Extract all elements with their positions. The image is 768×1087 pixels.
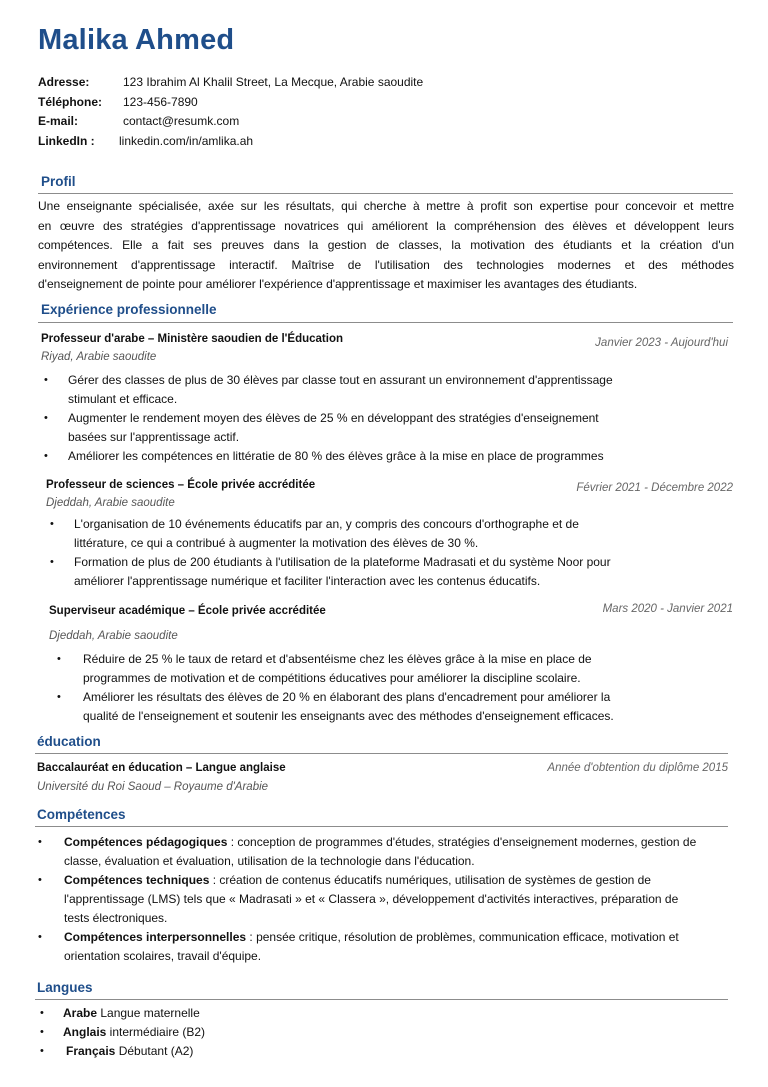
contact-label: Téléphone: — [38, 95, 103, 109]
section-divider — [35, 753, 728, 754]
profile-line: environnement d'apprentissage interactif. Maîtrise de l'utilisation des technologies modernes et des méthodes — [38, 257, 734, 272]
job-bullets — [50, 515, 690, 591]
section-title-education: éducation — [37, 734, 101, 749]
contact-value: 123-456-7890 — [123, 95, 198, 109]
skill-text: : création de contenus éducatifs numériques, utilisation de systèmes de gestion de — [209, 873, 651, 887]
language-level: intermédiaire (B2) — [106, 1025, 206, 1039]
contact-phone — [38, 94, 198, 110]
language-name: Anglais — [63, 1025, 107, 1039]
list-item: • Français Débutant (A2) — [40, 1044, 194, 1058]
job-title: Professeur de sciences – École privée accréditée — [46, 479, 316, 491]
section-divider — [35, 999, 728, 1000]
skill-text: orientation scolaires, travail d'équipe. — [64, 949, 262, 963]
skill-text: : pensée critique, résolution de problèmes, communication efficace, motivation et — [246, 930, 679, 944]
profile-line: d'enseignement de pointe pour améliorer l'expérience d'apprentissage et maximiser les avantages des étudiants. — [38, 277, 638, 291]
job-dates: Mars 2020 - Janvier 2021 — [602, 603, 733, 615]
job-location: Riyad, Arabie saoudite — [41, 351, 157, 363]
skill-label: Compétences pédagogiques — [64, 835, 228, 849]
bullet-line: L'organisation de 10 événements éducatifs par an, y compris des concours d'orthographe et de — [74, 517, 579, 531]
contact-email — [38, 113, 239, 129]
skill-label: Compétences techniques — [64, 873, 210, 887]
contact-label: E-mail: — [38, 114, 79, 128]
list-item: • Compétences techniques : création de contenus éducatifs numériques, utilisation de systèmes de gestion de l'apprentissage (LMS) tels que « Madrasati » et « Classera », développement d'activités interactives, préparation de tests électroniques. — [38, 871, 728, 928]
section-title-skills: Compétences — [37, 807, 126, 822]
skill-text: tests électroniques. — [64, 911, 168, 925]
list-item: • Compétences interpersonnelles : pensée critique, résolution de problèmes, communication efficace, motivation et orientation scolaires, travail d'équipe. — [38, 928, 728, 966]
bullet-line: stimulant et efficace. — [68, 392, 178, 406]
skills-list — [38, 833, 728, 966]
bullet-line: littérature, ce qui a contribué à augmenter la motivation des élèves de 30 %. — [74, 536, 479, 550]
school-name: Université du Roi Saoud – Royaume d'Arabie — [37, 781, 269, 793]
job-bullets — [44, 371, 684, 466]
list-item: • Arabe Langue maternelle — [40, 1006, 200, 1020]
contact-value: contact@resumk.com — [123, 114, 240, 128]
language-name: Français — [66, 1044, 116, 1058]
section-divider — [35, 826, 728, 827]
skill-label: Compétences interpersonnelles — [64, 930, 247, 944]
bullet-line: qualité de l'enseignement et soutenir les enseignants avec des méthodes d'enseignement efficaces. — [83, 709, 614, 723]
skill-text: classe, évaluation et évaluation, utilisation de la technologie dans l'éducation. — [64, 854, 475, 868]
bullet-line: Améliorer les compétences en littératie de 80 % des élèves grâce à la mise en place de programmes — [68, 449, 604, 463]
contact-label: Adresse: — [38, 75, 90, 89]
languages-list — [40, 1004, 440, 1061]
job-title: Professeur d'arabe – Ministère saoudien de l'Éducation — [41, 333, 343, 345]
section-title-languages: Langues — [37, 980, 93, 995]
list-item: • Augmenter le rendement moyen des élèves de 25 % en développant des stratégies d'enseignement basées sur l'apprentissage actif. — [44, 409, 684, 447]
bullet-line: Gérer des classes de plus de 30 élèves par classe tout en assurant un environnement d'apprentissage — [68, 373, 613, 387]
section-divider — [38, 193, 733, 194]
skill-text: l'apprentissage (LMS) tels que « Madrasati » et « Classera », développement d'activités interactives, préparation de — [64, 892, 679, 906]
graduation-year: Année d'obtention du diplôme 2015 — [547, 762, 728, 774]
degree-title: Baccalauréat en éducation – Langue anglaise — [37, 762, 286, 774]
section-divider — [38, 322, 733, 323]
language-level: Débutant (A2) — [115, 1044, 194, 1058]
profile-line: Une enseignante spécialisée, axée sur les résultats, qui cherche à mettre à profit son expertise pour concevoir et mettre — [38, 199, 734, 213]
list-item: • Compétences pédagogiques : conception de programmes d'études, stratégies d'enseignement modernes, gestion de classe, évaluation et évaluation, utilisation de la technologie dans l'éducation. — [38, 833, 728, 871]
section-title-experience: Expérience professionnelle — [41, 302, 217, 317]
profile-line: en œuvre des stratégies d'apprentissage novatrices qui améliorent la compréhension des élèves et développent leurs — [38, 218, 734, 233]
list-item: • Gérer des classes de plus de 30 élèves par classe tout en assurant un environnement d'apprentissage stimulant et efficace. — [44, 371, 684, 409]
contact-address — [38, 74, 423, 90]
bullet-line: Formation de plus de 200 étudiants à l'utilisation de la plateforme Madrasati et du système Noor pour — [74, 555, 611, 569]
contact-label: LinkedIn : — [38, 134, 95, 148]
job-title: Superviseur académique – École privée accréditée — [49, 605, 326, 617]
language-level: Langue maternelle — [97, 1006, 200, 1020]
profile-summary — [38, 197, 734, 295]
skill-text: : conception de programmes d'études, stratégies d'enseignement modernes, gestion de — [227, 835, 697, 849]
contact-value: 123 Ibrahim Al Khalil Street, La Mecque, Arabie saoudite — [123, 75, 424, 89]
candidate-name: Malika Ahmed — [38, 24, 235, 56]
bullet-line: Améliorer les résultats des élèves de 20 % en élaborant des plans d'encadrement pour améliorer la — [83, 690, 611, 704]
job-bullets — [57, 650, 697, 726]
bullet-line: améliorer l'apprentissage numérique et faciliter l'interaction avec les contenus éducatifs. — [74, 574, 541, 588]
list-item: • Améliorer les compétences en littératie de 80 % des élèves grâce à la mise en place de programmes — [44, 447, 684, 466]
list-item: • Améliorer les résultats des élèves de 20 % en élaborant des plans d'encadrement pour améliorer la qualité de l'enseignement et soutenir les enseignants avec des méthodes d'enseignement efficaces. — [57, 688, 697, 726]
bullet-line: Réduire de 25 % le taux de retard et d'absentéisme chez les élèves grâce à la mise en place de — [83, 652, 592, 666]
contact-linkedin — [38, 133, 253, 149]
list-item: • Anglais intermédiaire (B2) — [40, 1025, 206, 1039]
bullet-line: programmes de motivation et de compétitions éducatives pour améliorer la discipline scolaire. — [83, 671, 581, 685]
bullet-line: basées sur l'apprentissage actif. — [68, 430, 240, 444]
job-location: Djeddah, Arabie saoudite — [46, 497, 175, 509]
section-title-profile: Profil — [41, 174, 76, 189]
job-dates: Janvier 2023 - Aujourd'hui — [595, 337, 728, 349]
job-location: Djeddah, Arabie saoudite — [49, 630, 178, 642]
job-dates: Février 2021 - Décembre 2022 — [576, 482, 733, 494]
list-item: • Réduire de 25 % le taux de retard et d'absentéisme chez les élèves grâce à la mise en place de programmes de motivation et de compétitions éducatives pour améliorer la discipline scolaire. — [57, 650, 697, 688]
list-item: • L'organisation de 10 événements éducatifs par an, y compris des concours d'orthographe et de littérature, ce qui a contribué à augmenter la motivation des élèves de 30 %. — [50, 515, 690, 553]
language-name: Arabe — [63, 1006, 98, 1020]
bullet-line: Augmenter le rendement moyen des élèves de 25 % en développant des stratégies d'enseignement — [68, 411, 599, 425]
contact-value: linkedin.com/in/amlika.ah — [119, 134, 254, 148]
profile-line: compétences. Elle a fait ses preuves dans la gestion de classes, la motivation des étudiants et la création d'un — [38, 238, 734, 252]
list-item: • Formation de plus de 200 étudiants à l'utilisation de la plateforme Madrasati et du système Noor pour améliorer l'apprentissage numérique et faciliter l'interaction avec les contenus éducatifs. — [50, 553, 690, 591]
